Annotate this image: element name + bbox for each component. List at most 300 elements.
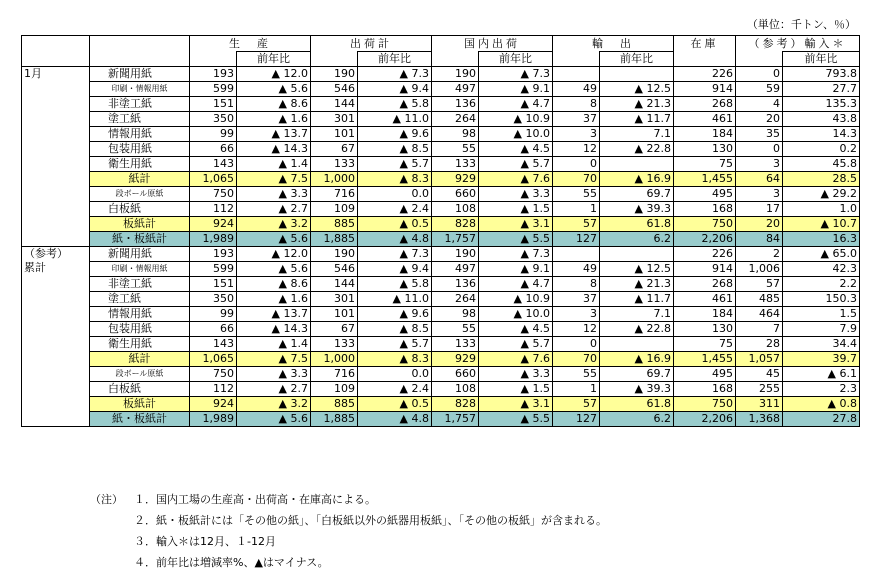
- prod-cell: 66: [190, 322, 237, 337]
- imp-yoy-cell: 7.9: [783, 322, 860, 337]
- dom-cell: 828: [432, 397, 479, 412]
- table-row: [22, 217, 860, 232]
- imp-cell: 84: [736, 232, 783, 247]
- imp-cell: 0: [736, 142, 783, 157]
- row-label: 非塗工紙: [90, 97, 190, 112]
- table-row: [22, 247, 860, 262]
- prod-cell: 112: [190, 202, 237, 217]
- dom-cell: 497: [432, 82, 479, 97]
- prod-yoy-cell: ▲ 8.6: [237, 97, 311, 112]
- prod-yoy-cell: ▲ 5.6: [237, 232, 311, 247]
- exp-cell: 49: [553, 82, 600, 97]
- exp-cell: 57: [553, 217, 600, 232]
- prod-yoy-cell: ▲ 1.4: [237, 337, 311, 352]
- table-row: [22, 202, 860, 217]
- ship-yoy-cell: ▲ 8.5: [358, 142, 432, 157]
- imp-yoy-cell: ▲ 0.8: [783, 397, 860, 412]
- row-label: 塗工紙: [90, 292, 190, 307]
- imp-yoy-cell: 1.5: [783, 307, 860, 322]
- imp-yoy-cell: ▲ 6.1: [783, 367, 860, 382]
- section-label: [22, 67, 90, 247]
- imp-cell: 35: [736, 127, 783, 142]
- ship-cell: 67: [311, 322, 358, 337]
- dom-cell: 828: [432, 217, 479, 232]
- exp-yoy-cell: 61.8: [600, 397, 674, 412]
- imp-cell: 45: [736, 367, 783, 382]
- imp-cell: 485: [736, 292, 783, 307]
- inv-cell: 461: [674, 112, 736, 127]
- ship-yoy-cell: ▲ 4.8: [358, 412, 432, 427]
- exp-cell: 1: [553, 382, 600, 397]
- row-label: 板紙計: [90, 397, 190, 412]
- section-label-line: 累計: [24, 261, 46, 274]
- exp-yoy-cell: 6.2: [600, 412, 674, 427]
- row-label: 段ボール原紙: [90, 367, 190, 382]
- dom-cell: 133: [432, 157, 479, 172]
- exp-yoy-cell: ▲ 16.9: [600, 172, 674, 187]
- prod-cell: 143: [190, 337, 237, 352]
- row-label: 段ボール原紙: [90, 187, 190, 202]
- table-row: [22, 322, 860, 337]
- exp-cell: [553, 67, 600, 82]
- dom-cell: 497: [432, 262, 479, 277]
- imp-cell: 0: [736, 67, 783, 82]
- table-row: [22, 277, 860, 292]
- dom-yoy-cell: ▲ 7.6: [479, 172, 553, 187]
- exp-cell: 57: [553, 397, 600, 412]
- ship-yoy-cell: ▲ 8.3: [358, 172, 432, 187]
- exp-cell: 3: [553, 307, 600, 322]
- imp-yoy-cell: 0.2: [783, 142, 860, 157]
- dom-cell: 108: [432, 382, 479, 397]
- ship-cell: 190: [311, 247, 358, 262]
- imp-yoy-cell: 28.5: [783, 172, 860, 187]
- dom-cell: 1,757: [432, 232, 479, 247]
- ship-yoy-cell: ▲ 0.5: [358, 217, 432, 232]
- exp-yoy-cell: ▲ 16.9: [600, 352, 674, 367]
- exp-cell: 12: [553, 322, 600, 337]
- prod-yoy-cell: ▲ 14.3: [237, 322, 311, 337]
- ship-cell: 301: [311, 292, 358, 307]
- row-label: 情報用紙: [90, 307, 190, 322]
- dom-yoy-cell: ▲ 3.1: [479, 217, 553, 232]
- dom-cell: 264: [432, 292, 479, 307]
- header-row: [22, 36, 860, 52]
- inv-cell: 226: [674, 247, 736, 262]
- section-label-line: 1月: [24, 67, 42, 80]
- ship-yoy-cell: ▲ 11.0: [358, 292, 432, 307]
- imp-yoy-cell: 43.8: [783, 112, 860, 127]
- ship-yoy-cell: ▲ 5.8: [358, 277, 432, 292]
- dom-yoy-cell: ▲ 5.7: [479, 157, 553, 172]
- dom-yoy-cell: ▲ 7.3: [479, 247, 553, 262]
- imp-cell: 2: [736, 247, 783, 262]
- prod-yoy-cell: ▲ 3.3: [237, 187, 311, 202]
- ship-cell: 716: [311, 187, 358, 202]
- exp-cell: 3: [553, 127, 600, 142]
- dom-cell: 264: [432, 112, 479, 127]
- inv-cell: 495: [674, 187, 736, 202]
- ship-yoy-cell: ▲ 7.3: [358, 247, 432, 262]
- inv-cell: 495: [674, 367, 736, 382]
- dom-cell: 136: [432, 97, 479, 112]
- ship-cell: 144: [311, 97, 358, 112]
- inv-cell: 914: [674, 82, 736, 97]
- prod-cell: 750: [190, 367, 237, 382]
- yoy-header: 前年比: [237, 52, 311, 67]
- ship-cell: 67: [311, 142, 358, 157]
- ship-cell: 1,885: [311, 232, 358, 247]
- prod-yoy-cell: ▲ 1.6: [237, 112, 311, 127]
- imp-yoy-cell: ▲ 29.2: [783, 187, 860, 202]
- imp-cell: 3: [736, 187, 783, 202]
- note-item: ３．輸入＊は12月、１-12月: [134, 535, 276, 548]
- table-row: [22, 187, 860, 202]
- dom-yoy-cell: ▲ 1.5: [479, 382, 553, 397]
- inv-cell: 1,455: [674, 172, 736, 187]
- dom-yoy-cell: ▲ 9.1: [479, 262, 553, 277]
- dom-cell: 190: [432, 247, 479, 262]
- table-row: [22, 82, 860, 97]
- imp-cell: 3: [736, 157, 783, 172]
- inv-cell: 184: [674, 127, 736, 142]
- section-label: [22, 247, 90, 427]
- inv-cell: 2,206: [674, 232, 736, 247]
- inv-cell: 461: [674, 292, 736, 307]
- exp-yoy-cell: ▲ 39.3: [600, 382, 674, 397]
- table-row: [22, 352, 860, 367]
- prod-cell: 599: [190, 82, 237, 97]
- table-row: [22, 232, 860, 247]
- exp-yoy-cell: 69.7: [600, 187, 674, 202]
- inv-cell: 130: [674, 142, 736, 157]
- inv-cell: 2,206: [674, 412, 736, 427]
- dom-yoy-cell: ▲ 10.9: [479, 292, 553, 307]
- ship-yoy-cell: ▲ 9.6: [358, 127, 432, 142]
- table-row: [22, 112, 860, 127]
- unit-label: （単位：千トン、％）: [746, 18, 856, 31]
- inv-cell: 268: [674, 97, 736, 112]
- imp-cell: 1,368: [736, 412, 783, 427]
- ship-cell: 133: [311, 157, 358, 172]
- imp-yoy-cell: 14.3: [783, 127, 860, 142]
- inv-cell: 168: [674, 382, 736, 397]
- table-row: [22, 157, 860, 172]
- imp-cell: 57: [736, 277, 783, 292]
- prod-yoy-cell: ▲ 3.2: [237, 217, 311, 232]
- exp-cell: 127: [553, 232, 600, 247]
- imp-cell: 1,057: [736, 352, 783, 367]
- exp-cell: 70: [553, 352, 600, 367]
- dom-yoy-cell: ▲ 7.6: [479, 352, 553, 367]
- exp-cell: 55: [553, 367, 600, 382]
- inv-cell: 914: [674, 262, 736, 277]
- imp-yoy-cell: 1.0: [783, 202, 860, 217]
- exp-yoy-cell: ▲ 22.8: [600, 142, 674, 157]
- imp-yoy-cell: 135.3: [783, 97, 860, 112]
- exp-yoy-cell: ▲ 11.7: [600, 112, 674, 127]
- row-label: 紙・板紙計: [90, 412, 190, 427]
- exp-yoy-cell: ▲ 12.5: [600, 82, 674, 97]
- imp-cell: 311: [736, 397, 783, 412]
- imp-yoy-cell: 150.3: [783, 292, 860, 307]
- table-row: [22, 67, 860, 82]
- note-item: １．国内工場の生産高・出荷高・在庫高による。: [134, 493, 376, 506]
- ship-cell: 1,000: [311, 172, 358, 187]
- prod-cell: 143: [190, 157, 237, 172]
- prod-yoy-cell: ▲ 12.0: [237, 67, 311, 82]
- imp-yoy-cell: 2.3: [783, 382, 860, 397]
- imp-cell: 7: [736, 322, 783, 337]
- dom-yoy-cell: ▲ 9.1: [479, 82, 553, 97]
- ship-yoy-cell: ▲ 11.0: [358, 112, 432, 127]
- inv-cell: 750: [674, 217, 736, 232]
- dom-yoy-cell: ▲ 3.3: [479, 187, 553, 202]
- paper-statistics-table: [21, 35, 860, 427]
- dom-cell: 190: [432, 67, 479, 82]
- table-row: [22, 337, 860, 352]
- dom-cell: 660: [432, 367, 479, 382]
- dom-cell: 98: [432, 127, 479, 142]
- prod-cell: 112: [190, 382, 237, 397]
- exp-cell: 8: [553, 277, 600, 292]
- dom-yoy-cell: ▲ 5.7: [479, 337, 553, 352]
- dom-yoy-cell: ▲ 4.5: [479, 322, 553, 337]
- prod-cell: 924: [190, 397, 237, 412]
- yoy-header: 前年比: [783, 52, 860, 67]
- row-label: 包装用紙: [90, 322, 190, 337]
- exp-yoy-cell: ▲ 21.3: [600, 97, 674, 112]
- prod-yoy-cell: ▲ 7.5: [237, 172, 311, 187]
- imp-yoy-cell: 793.8: [783, 67, 860, 82]
- exp-yoy-cell: 7.1: [600, 307, 674, 322]
- yoy-header: 前年比: [358, 52, 432, 67]
- dom-yoy-cell: ▲ 10.0: [479, 127, 553, 142]
- dom-cell: 55: [432, 322, 479, 337]
- prod-yoy-cell: ▲ 12.0: [237, 247, 311, 262]
- row-label: 板紙計: [90, 217, 190, 232]
- exp-yoy-cell: ▲ 21.3: [600, 277, 674, 292]
- dom-yoy-cell: ▲ 4.7: [479, 277, 553, 292]
- ship-cell: 716: [311, 367, 358, 382]
- exp-yoy-cell: [600, 247, 674, 262]
- prod-yoy-cell: ▲ 8.6: [237, 277, 311, 292]
- exp-yoy-cell: 6.2: [600, 232, 674, 247]
- dom-yoy-cell: ▲ 4.5: [479, 142, 553, 157]
- inv-cell: 1,455: [674, 352, 736, 367]
- imp-yoy-cell: ▲ 10.7: [783, 217, 860, 232]
- ship-cell: 133: [311, 337, 358, 352]
- dom-yoy-cell: ▲ 5.5: [479, 412, 553, 427]
- table-row: [22, 172, 860, 187]
- imp-cell: 4: [736, 97, 783, 112]
- ship-yoy-cell: ▲ 4.8: [358, 232, 432, 247]
- note-item: ４．前年比は増減率%、▲はマイナス。: [134, 556, 329, 569]
- prod-cell: 193: [190, 247, 237, 262]
- prod-yoy-cell: ▲ 5.6: [237, 412, 311, 427]
- row-label: 新聞用紙: [90, 67, 190, 82]
- exp-cell: 37: [553, 292, 600, 307]
- row-label: 塗工紙: [90, 112, 190, 127]
- ship-yoy-cell: ▲ 2.4: [358, 382, 432, 397]
- exp-cell: [553, 247, 600, 262]
- prod-yoy-cell: ▲ 3.2: [237, 397, 311, 412]
- imp-yoy-cell: ▲ 65.0: [783, 247, 860, 262]
- table-row: [22, 397, 860, 412]
- section-label-line: （参考）: [24, 247, 68, 260]
- ship-yoy-cell: 0.0: [358, 187, 432, 202]
- ship-cell: 301: [311, 112, 358, 127]
- dom-cell: 660: [432, 187, 479, 202]
- row-label: 非塗工紙: [90, 277, 190, 292]
- exp-yoy-cell: ▲ 12.5: [600, 262, 674, 277]
- dom-yoy-cell: ▲ 3.3: [479, 367, 553, 382]
- imp-cell: 20: [736, 217, 783, 232]
- table-row: [22, 382, 860, 397]
- dom-cell: 1,757: [432, 412, 479, 427]
- prod-cell: 924: [190, 217, 237, 232]
- prod-cell: 350: [190, 112, 237, 127]
- prod-yoy-cell: ▲ 5.6: [237, 262, 311, 277]
- exp-cell: 37: [553, 112, 600, 127]
- imp-yoy-cell: 2.2: [783, 277, 860, 292]
- dom-yoy-cell: ▲ 4.7: [479, 97, 553, 112]
- ship-yoy-cell: ▲ 0.5: [358, 397, 432, 412]
- dom-cell: 929: [432, 172, 479, 187]
- prod-cell: 99: [190, 127, 237, 142]
- ship-yoy-cell: ▲ 5.7: [358, 157, 432, 172]
- inv-cell: 168: [674, 202, 736, 217]
- exp-cell: 0: [553, 157, 600, 172]
- inv-cell: 184: [674, 307, 736, 322]
- exp-yoy-cell: ▲ 22.8: [600, 322, 674, 337]
- row-label: 新聞用紙: [90, 247, 190, 262]
- prod-cell: 151: [190, 97, 237, 112]
- prod-yoy-cell: ▲ 2.7: [237, 382, 311, 397]
- table-row: [22, 412, 860, 427]
- row-label: 衛生用紙: [90, 157, 190, 172]
- notes: [90, 489, 607, 573]
- shipment-header: 出荷計: [311, 36, 432, 52]
- imp-yoy-cell: 27.7: [783, 82, 860, 97]
- dom-cell: 929: [432, 352, 479, 367]
- imp-cell: 255: [736, 382, 783, 397]
- row-label: 紙・板紙計: [90, 232, 190, 247]
- prod-cell: 1,065: [190, 172, 237, 187]
- ship-yoy-cell: ▲ 8.3: [358, 352, 432, 367]
- prod-cell: 193: [190, 67, 237, 82]
- ship-yoy-cell: ▲ 9.4: [358, 262, 432, 277]
- export-header: 輸 出: [553, 36, 674, 52]
- inv-cell: 75: [674, 337, 736, 352]
- ship-yoy-cell: 0.0: [358, 367, 432, 382]
- imp-cell: 64: [736, 172, 783, 187]
- ship-yoy-cell: ▲ 9.4: [358, 82, 432, 97]
- imp-cell: 20: [736, 112, 783, 127]
- table-row: [22, 97, 860, 112]
- table-row: [22, 142, 860, 157]
- ship-cell: 190: [311, 67, 358, 82]
- exp-yoy-cell: [600, 157, 674, 172]
- dom-cell: 108: [432, 202, 479, 217]
- prod-cell: 1,989: [190, 232, 237, 247]
- imp-yoy-cell: 16.3: [783, 232, 860, 247]
- row-label: 紙計: [90, 352, 190, 367]
- ship-cell: 885: [311, 217, 358, 232]
- domestic-header: 国内出荷: [432, 36, 553, 52]
- exp-cell: 0: [553, 337, 600, 352]
- exp-cell: 55: [553, 187, 600, 202]
- imp-cell: 1,006: [736, 262, 783, 277]
- dom-yoy-cell: ▲ 7.3: [479, 67, 553, 82]
- dom-yoy-cell: ▲ 3.1: [479, 397, 553, 412]
- row-label: 白板紙: [90, 382, 190, 397]
- ship-yoy-cell: ▲ 2.4: [358, 202, 432, 217]
- row-label: 衛生用紙: [90, 337, 190, 352]
- row-label: 印刷・情報用紙: [90, 262, 190, 277]
- prod-cell: 151: [190, 277, 237, 292]
- ship-cell: 101: [311, 127, 358, 142]
- ship-cell: 101: [311, 307, 358, 322]
- prod-cell: 599: [190, 262, 237, 277]
- exp-cell: 12: [553, 142, 600, 157]
- table-row: [22, 367, 860, 382]
- exp-cell: 1: [553, 202, 600, 217]
- ship-cell: 546: [311, 82, 358, 97]
- dom-yoy-cell: ▲ 5.5: [479, 232, 553, 247]
- ship-cell: 546: [311, 262, 358, 277]
- exp-yoy-cell: 61.8: [600, 217, 674, 232]
- exp-yoy-cell: ▲ 39.3: [600, 202, 674, 217]
- imp-cell: 17: [736, 202, 783, 217]
- note-item: ２．紙・板紙計には「その他の紙」、「白板紙以外の紙器用板紙」、「その他の板紙」が含まれる。: [134, 514, 607, 527]
- prod-yoy-cell: ▲ 13.7: [237, 127, 311, 142]
- ship-cell: 885: [311, 397, 358, 412]
- prod-yoy-cell: ▲ 1.6: [237, 292, 311, 307]
- row-label: 紙計: [90, 172, 190, 187]
- inv-cell: 130: [674, 322, 736, 337]
- prod-yoy-cell: ▲ 3.3: [237, 367, 311, 382]
- prod-yoy-cell: ▲ 13.7: [237, 307, 311, 322]
- yoy-header: 前年比: [600, 52, 674, 67]
- row-label: 印刷・情報用紙: [90, 82, 190, 97]
- imp-cell: 28: [736, 337, 783, 352]
- exp-yoy-cell: ▲ 11.7: [600, 292, 674, 307]
- exp-yoy-cell: [600, 67, 674, 82]
- ship-yoy-cell: ▲ 8.5: [358, 322, 432, 337]
- imp-cell: 59: [736, 82, 783, 97]
- inv-cell: 750: [674, 397, 736, 412]
- table-row: [22, 307, 860, 322]
- exp-yoy-cell: 7.1: [600, 127, 674, 142]
- dom-yoy-cell: ▲ 10.0: [479, 307, 553, 322]
- item-header-cell: [90, 36, 190, 52]
- dom-yoy-cell: ▲ 1.5: [479, 202, 553, 217]
- table-row: [22, 262, 860, 277]
- inv-cell: 75: [674, 157, 736, 172]
- prod-cell: 1,065: [190, 352, 237, 367]
- ship-yoy-cell: ▲ 7.3: [358, 67, 432, 82]
- ship-yoy-cell: ▲ 5.7: [358, 337, 432, 352]
- imp-yoy-cell: 39.7: [783, 352, 860, 367]
- row-label: 白板紙: [90, 202, 190, 217]
- production-header: 生 産: [190, 36, 311, 52]
- imp-yoy-cell: 42.3: [783, 262, 860, 277]
- ship-yoy-cell: ▲ 9.6: [358, 307, 432, 322]
- table-row: [22, 127, 860, 142]
- prod-cell: 66: [190, 142, 237, 157]
- ship-cell: 144: [311, 277, 358, 292]
